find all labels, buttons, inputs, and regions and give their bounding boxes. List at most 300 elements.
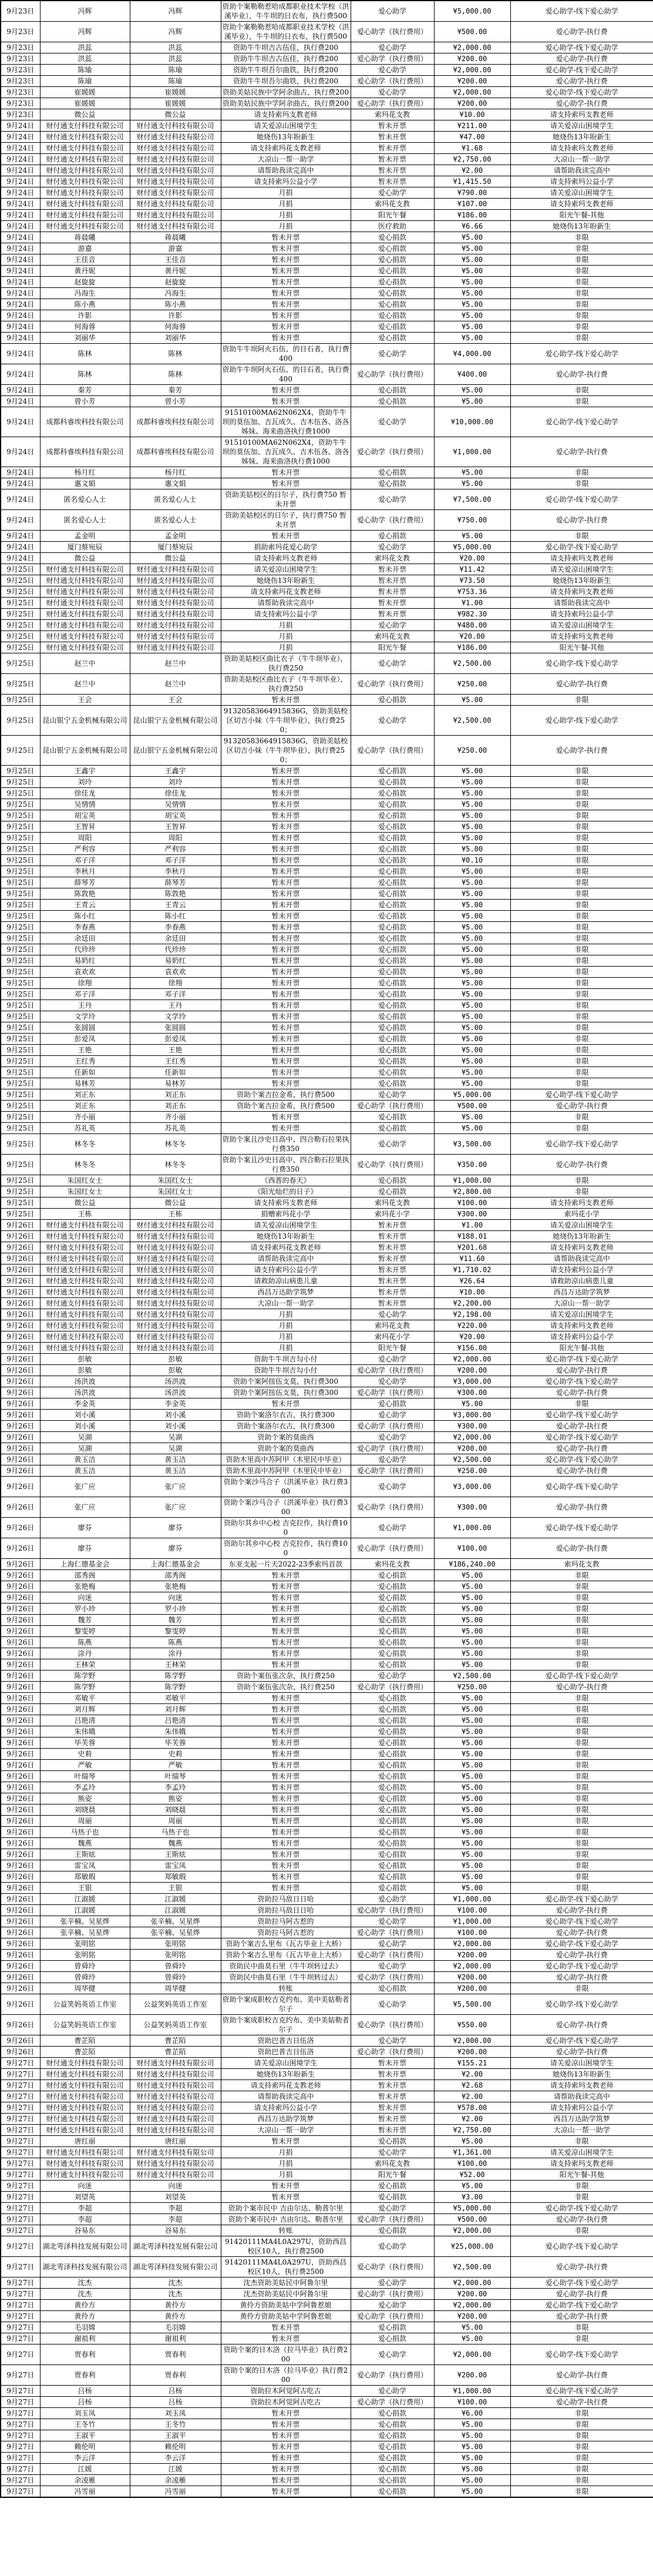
table-row	[1, 1626, 653, 1637]
cell-donor: 孟金明	[40, 531, 130, 542]
cell-amount: ¥107.00	[434, 199, 510, 210]
cell-donor: 赵兰中	[40, 674, 130, 695]
cell-date: 9月25日	[1, 1123, 40, 1134]
cell-usage: 非限	[510, 310, 653, 321]
cell-usage: 非限	[510, 299, 653, 310]
cell-project: 资助尔其乡中心校 吉克拉作，执行费100	[221, 1538, 351, 1559]
cell-category: 暂未开票	[351, 1264, 434, 1276]
cell-usage: 非限	[510, 288, 653, 299]
table-row	[1, 385, 653, 396]
table-row	[1, 1276, 653, 1287]
cell-usage: 爱心助学-线下爱心助学	[510, 2203, 653, 2214]
table-row	[1, 2278, 653, 2289]
table-row	[1, 1175, 653, 1186]
cell-donor: 厦门蔡宛辰	[40, 542, 130, 553]
cell-usage: 爱心助学-线下爱心助学	[510, 42, 653, 53]
cell-donor: 陈小红	[40, 911, 130, 922]
cell-category: 暂未开票	[351, 2069, 434, 2080]
cell-project: 请帮助我读完高中	[221, 2091, 351, 2102]
cell-category: 爱心捐款	[351, 2408, 434, 2419]
cell-payer: 吕艳清	[130, 1715, 221, 1726]
cell-project: 资助牛牛坝阿火石伍、的日石者，执行费400	[221, 364, 351, 385]
cell-date: 9月26日	[1, 1365, 40, 1376]
cell-usage: 请支持索玛支教老师	[510, 143, 653, 154]
cell-usage: 爱心助学-执行费	[510, 1443, 653, 1454]
cell-project: 暂未开票	[221, 989, 351, 1000]
cell-donor: 刘望英	[40, 2192, 130, 2203]
cell-donor: 财付通支付科技有限公司	[40, 1343, 130, 1354]
cell-date: 9月24日	[1, 243, 40, 254]
cell-usage: 爱心助学-线下爱心助学	[510, 653, 653, 674]
cell-category: 爱心助学（执行费用）	[351, 1101, 434, 1112]
cell-category: 暂未开票	[351, 2058, 434, 2069]
table-row	[1, 2386, 653, 2397]
cell-amount: ¥5.00	[434, 2441, 510, 2453]
cell-project: 资助个案成职校吉克约布、美中美姑勒者尔子	[221, 2015, 351, 2035]
cell-donor: 曾舜玲	[40, 1961, 130, 1972]
cell-donor: 邓敏平	[40, 1693, 130, 1704]
cell-usage: 非限	[510, 933, 653, 944]
cell-usage: 非限	[510, 1637, 653, 1648]
table-row	[1, 1134, 653, 1155]
cell-project: 资助美姑民族中学阿余曲古，执行费200	[221, 87, 351, 98]
cell-payer: 袁欢欢	[130, 967, 221, 978]
cell-donor: 黄玉洁	[40, 1454, 130, 1465]
cell-usage: 索玛花小学	[510, 1209, 653, 1220]
cell-date: 9月26日	[1, 1760, 40, 1771]
table-row	[1, 542, 653, 553]
cell-usage: 爱心助学-执行费	[510, 674, 653, 695]
cell-category: 暂未开票	[351, 1242, 434, 1253]
cell-payer: 王斯炫	[130, 1849, 221, 1860]
cell-donor: 财付通支付科技有限公司	[40, 143, 130, 154]
cell-project: 请帮助我读完高中	[221, 165, 351, 176]
cell-usage: 阳光午餐-其他	[510, 642, 653, 653]
cell-project: 暂未开票	[221, 888, 351, 900]
cell-category: 爱心助学	[351, 65, 434, 76]
cell-date: 9月27日	[1, 2181, 40, 2192]
cell-amount: ¥2,000.00	[434, 42, 510, 53]
cell-date: 9月24日	[1, 364, 40, 385]
cell-amount: ¥2.00	[434, 165, 510, 176]
table-row	[1, 2257, 653, 2278]
cell-payer: 李金英	[130, 1398, 221, 1410]
cell-category: 爱心捐款	[351, 2136, 434, 2147]
cell-project: 请支持索玛花支教老师	[221, 143, 351, 154]
table-row	[1, 1354, 653, 1365]
cell-date: 9月26日	[1, 1559, 40, 1570]
cell-date: 9月25日	[1, 1067, 40, 1078]
cell-project: 资助民中曲莫石里（牛牛坝转过去）	[221, 1972, 351, 1983]
cell-usage: 非限	[510, 1804, 653, 1816]
cell-category: 爱心助学	[351, 42, 434, 53]
cell-donor: 财付通支付科技有限公司	[40, 2091, 130, 2102]
cell-category: 爱心捐款	[351, 695, 434, 706]
cell-donor: 吴湖	[40, 1432, 130, 1443]
cell-donor: 王冬竹	[40, 2419, 130, 2430]
cell-payer: 财付通支付科技有限公司	[130, 1231, 221, 1242]
cell-amount: ¥200.00	[434, 2365, 510, 2386]
cell-amount: ¥5.00	[434, 1827, 510, 1838]
cell-date: 9月26日	[1, 1604, 40, 1615]
cell-payer: 王佳音	[130, 254, 221, 266]
cell-payer: 财付通支付科技有限公司	[130, 2147, 221, 2158]
table-row	[1, 877, 653, 888]
cell-category: 爱心助学	[351, 1961, 434, 1972]
cell-donor: 张明铭	[40, 1938, 130, 1950]
cell-payer: 财付通支付科技有限公司	[130, 154, 221, 165]
table-row	[1, 288, 653, 299]
cell-project: 暂未开票	[221, 1604, 351, 1615]
table-row	[1, 900, 653, 911]
table-row	[1, 109, 653, 120]
cell-category: 爱心助学	[351, 542, 434, 553]
cell-date: 9月26日	[1, 1570, 40, 1581]
cell-project: 月捐	[221, 210, 351, 221]
table-row	[1, 176, 653, 187]
cell-category: 爱心助学	[351, 2236, 434, 2257]
table-row	[1, 1287, 653, 1298]
cell-category: 爱心捐款	[351, 1078, 434, 1089]
cell-project: 91320583664915836G，资助美姑校区切吉小妹（牛牛坝毕业），执行费250；	[221, 736, 351, 766]
cell-amount: ¥5.00	[434, 2464, 510, 2475]
cell-usage: 非限	[510, 2464, 653, 2475]
cell-donor: 财付通支付科技有限公司	[40, 165, 130, 176]
cell-donor: 李云洋	[40, 2453, 130, 2464]
cell-date: 9月24日	[1, 199, 40, 210]
table-row	[1, 1089, 653, 1101]
cell-date: 9月25日	[1, 866, 40, 877]
cell-project: 暂未开票	[221, 944, 351, 955]
cell-donor: 周丽	[40, 1816, 130, 1827]
cell-project: 资助美姑校区曲比衣子（牛牛坝毕业），执行费250	[221, 674, 351, 695]
table-row	[1, 2169, 653, 2181]
table-row	[1, 65, 653, 76]
cell-project: 月捐	[221, 620, 351, 631]
cell-donor: 严敏	[40, 1760, 130, 1771]
cell-payer: 惠文娟	[130, 478, 221, 489]
cell-project: 暂未开票	[221, 1615, 351, 1626]
cell-usage: 爱心助学-执行费	[510, 76, 653, 87]
cell-amount: ¥5.00	[434, 1000, 510, 1011]
cell-usage: 请帮助我读完高中	[510, 1253, 653, 1264]
cell-payer: 雷宝凤	[130, 1860, 221, 1871]
cell-usage: 非限	[510, 1983, 653, 1994]
cell-payer: 财付通支付科技有限公司	[130, 2091, 221, 2102]
cell-project: 暂未开票	[221, 911, 351, 922]
cell-usage: 非限	[510, 1398, 653, 1410]
cell-category: 爱心助学	[351, 1, 434, 22]
cell-donor: 张明铭	[40, 1950, 130, 1961]
cell-payer: 汤洪波	[130, 1387, 221, 1398]
cell-project: 暂未开票	[221, 877, 351, 888]
cell-usage: 非限	[510, 1648, 653, 1659]
cell-date: 9月25日	[1, 877, 40, 888]
cell-date: 9月27日	[1, 2158, 40, 2169]
cell-project: 月捐	[221, 1320, 351, 1331]
cell-date: 9月25日	[1, 1089, 40, 1101]
cell-usage: 非限	[510, 2475, 653, 2486]
table-row	[1, 1186, 653, 1198]
cell-project: 暂未开票	[221, 1592, 351, 1604]
cell-category: 爱心捐款	[351, 2322, 434, 2333]
cell-usage: 非限	[510, 1615, 653, 1626]
cell-project: 暂未开票	[221, 1022, 351, 1034]
cell-project: 黄伶方资助美姑中学阿鲁惹娘	[221, 2300, 351, 2311]
cell-payer: 财付通支付科技有限公司	[130, 2114, 221, 2125]
cell-usage: 爱心助学-执行费	[510, 1950, 653, 1961]
cell-date: 9月26日	[1, 1860, 40, 1871]
cell-category: 暂未开票	[351, 143, 434, 154]
cell-amount: ¥5.00	[434, 1067, 510, 1078]
cell-usage: 请关爱凉山困境学生	[510, 1220, 653, 1231]
cell-category: 爱心助学（执行费用）	[351, 1905, 434, 1916]
cell-donor: 财付通支付科技有限公司	[40, 1264, 130, 1276]
table-row	[1, 1972, 653, 1983]
cell-donor: 财付通支付科技有限公司	[40, 2102, 130, 2114]
cell-donor: 惠文娟	[40, 478, 130, 489]
cell-project: 暂未开票	[221, 1112, 351, 1123]
cell-amount: ¥5.00	[434, 321, 510, 333]
table-row	[1, 944, 653, 955]
cell-donor: 张辛楠、吴星烨	[40, 1927, 130, 1938]
cell-donor: 财付通支付科技有限公司	[40, 1309, 130, 1320]
cell-category: 爱心助学	[351, 1518, 434, 1538]
cell-category: 爱心捐款	[351, 478, 434, 489]
table-row	[1, 2311, 653, 2322]
cell-category: 索玛花支教	[351, 2158, 434, 2169]
cell-category: 爱心助学（执行费用）	[351, 2214, 434, 2225]
cell-amount: ¥578.00	[434, 2102, 510, 2114]
table-row	[1, 2322, 653, 2333]
cell-project: 资助牛牛坝吉勾小付	[221, 1354, 351, 1365]
cell-project: 暂未开票	[221, 2453, 351, 2464]
cell-donor: 王鑫宇	[40, 766, 130, 777]
cell-category: 爱心助学	[351, 2278, 434, 2289]
cell-amount: ¥5.00	[434, 243, 510, 254]
cell-category: 爱心助学	[351, 1410, 434, 1421]
cell-usage: 非限	[510, 531, 653, 542]
cell-category: 爱心捐款	[351, 1659, 434, 1671]
cell-project: 资助个案勒勒惹哈成都职业技术学校（洪溪毕业），牛牛坝的日衣布，执行费500	[221, 22, 351, 42]
table-row	[1, 642, 653, 653]
cell-amount: ¥200.00	[434, 53, 510, 65]
cell-usage: 爱心助学-线下爱心助学	[510, 1410, 653, 1421]
cell-amount: ¥0.10	[434, 855, 510, 866]
cell-usage: 爱心助学-线下爱心助学	[510, 489, 653, 510]
cell-amount: ¥5.00	[434, 821, 510, 833]
cell-payer: 张艳梅	[130, 1581, 221, 1592]
cell-usage: 大凉山一帮一助学	[510, 154, 653, 165]
cell-category: 爱心助学（执行费用）	[351, 2289, 434, 2300]
table-row	[1, 1112, 653, 1123]
table-row	[1, 2453, 653, 2464]
cell-donor: 廖芬	[40, 1538, 130, 1559]
table-row	[1, 1604, 653, 1615]
cell-date: 9月25日	[1, 922, 40, 933]
cell-donor: 许影	[40, 310, 130, 321]
cell-payer: 刘正东	[130, 1101, 221, 1112]
cell-donor: 陈瑜	[40, 65, 130, 76]
cell-payer: 邓子洋	[130, 989, 221, 1000]
cell-payer: 财付通支付科技有限公司	[130, 1242, 221, 1253]
cell-usage: 爱心助学-执行费	[510, 1682, 653, 1693]
cell-amount: ¥5.00	[434, 877, 510, 888]
cell-usage: 请帮助我读完高中	[510, 165, 653, 176]
cell-donor: 陈学野	[40, 1682, 130, 1693]
table-row	[1, 1871, 653, 1883]
cell-usage: 非限	[510, 1793, 653, 1804]
cell-amount: ¥5.00	[434, 1581, 510, 1592]
cell-date: 9月25日	[1, 989, 40, 1000]
cell-donor: 财付通支付科技有限公司	[40, 1287, 130, 1298]
cell-payer: 薛琴芳	[130, 877, 221, 888]
cell-donor: 任新如	[40, 1067, 130, 1078]
cell-date: 9月26日	[1, 1927, 40, 1938]
cell-date: 9月26日	[1, 1626, 40, 1637]
cell-category: 爱心助学	[351, 1376, 434, 1387]
cell-payer: 魏燕	[130, 1838, 221, 1849]
table-row	[1, 2475, 653, 2486]
cell-donor: 赖伦明	[40, 2441, 130, 2453]
cell-amount: ¥5.00	[434, 1816, 510, 1827]
cell-donor: 毕芙蓉	[40, 1738, 130, 1749]
cell-amount: ¥100.00	[434, 2397, 510, 2408]
table-row	[1, 407, 653, 437]
cell-usage: 非限	[510, 766, 653, 777]
cell-category: 爱心助学（执行费用）	[351, 2257, 434, 2278]
table-row	[1, 777, 653, 788]
cell-project: 请帮助我读完高中	[221, 598, 351, 609]
cell-donor: 刘晓晨	[40, 1804, 130, 1816]
cell-amount: ¥5.00	[434, 989, 510, 1000]
table-row	[1, 788, 653, 799]
cell-usage: 非限	[510, 1000, 653, 1011]
table-row	[1, 1309, 653, 1320]
cell-donor: 财付通支付科技有限公司	[40, 2080, 130, 2091]
cell-donor: 成都科睿埃科技有限公司	[40, 437, 130, 467]
cell-project: 月捐	[221, 2158, 351, 2169]
cell-category: 爱心捐款	[351, 821, 434, 833]
cell-project: 转账	[221, 1983, 351, 1994]
table-row	[1, 310, 653, 321]
cell-usage: 爱心助学-执行费	[510, 53, 653, 65]
cell-donor: 张艳梅	[40, 1581, 130, 1592]
cell-amount: ¥5.00	[434, 2430, 510, 2441]
cell-project: 资助个案阿扭伍支莫，执行费300	[221, 1376, 351, 1387]
cell-amount: ¥5.00	[434, 1738, 510, 1749]
cell-amount: ¥5.00	[434, 944, 510, 955]
table-row	[1, 1860, 653, 1871]
cell-usage: 爱心助学-执行费	[510, 2047, 653, 2058]
cell-payer: 刘小溪	[130, 1410, 221, 1421]
cell-amount: ¥5.00	[434, 254, 510, 266]
cell-donor: 黎雯婷	[40, 1626, 130, 1637]
cell-amount: ¥5.00	[434, 777, 510, 788]
cell-date: 9月25日	[1, 799, 40, 810]
table-row	[1, 866, 653, 877]
cell-donor: 谢祖利	[40, 2333, 130, 2344]
cell-project: 暂未开票	[221, 1398, 351, 1410]
cell-donor: 王栋	[40, 1209, 130, 1220]
cell-project: 暂未开票	[221, 2192, 351, 2203]
cell-usage: 非限	[510, 1838, 653, 1849]
cell-date: 9月25日	[1, 844, 40, 855]
cell-project: 91510100MA62N062X4，资助牛牛坝的莫伍加、吉瓦成久、吉木伍各、洛各姊妹、海来曲洛执行费1000	[221, 407, 351, 437]
cell-project: 捐赠索玛花小学	[221, 1209, 351, 1220]
cell-date: 9月26日	[1, 1871, 40, 1883]
cell-donor: 李秋月	[40, 866, 130, 877]
cell-date: 9月26日	[1, 1387, 40, 1398]
cell-project: 月捐	[221, 1331, 351, 1343]
cell-date: 9月27日	[1, 2311, 40, 2322]
table-row	[1, 1804, 653, 1816]
cell-amount: ¥5,000.00	[434, 1089, 510, 1101]
cell-project: 她烧伤13年盼新生	[221, 2069, 351, 2080]
cell-category: 暂未开票	[351, 154, 434, 165]
cell-amount: ¥2,000.00	[434, 2278, 510, 2289]
cell-project: 暂未开票	[221, 467, 351, 478]
cell-category: 爱心捐款	[351, 2486, 434, 2498]
cell-donor: 彭爱凤	[40, 1034, 130, 1045]
cell-category: 索玛花支教	[351, 109, 434, 120]
cell-category: 爱心助学	[351, 1477, 434, 1497]
cell-project: 她烧伤13年盼新生	[221, 1231, 351, 1242]
cell-date: 9月27日	[1, 2114, 40, 2125]
cell-amount: ¥2,000.00	[434, 65, 510, 76]
cell-donor: 财付通支付科技有限公司	[40, 1276, 130, 1287]
cell-category: 爱心捐款	[351, 1693, 434, 1704]
table-row	[1, 2035, 653, 2047]
cell-payer: 赵兰中	[130, 653, 221, 674]
cell-date: 9月27日	[1, 2386, 40, 2397]
cell-donor: 曾小芳	[40, 396, 130, 407]
cell-project: 资助个案勒勒惹哈成都职业技术学校（洪溪毕业），牛牛坝的日衣布，执行费500	[221, 1, 351, 22]
cell-project: 暂未开票	[221, 321, 351, 333]
table-row	[1, 221, 653, 232]
cell-project: 暂未开票	[221, 385, 351, 396]
cell-payer: 微公益	[130, 109, 221, 120]
cell-payer: 财付通支付科技有限公司	[130, 1220, 221, 1231]
cell-category: 爱心助学	[351, 653, 434, 674]
cell-project: 捐助索玛花爱心助学	[221, 542, 351, 553]
cell-project: 沈杰资助美姑民中阿鲁尔里	[221, 2278, 351, 2289]
table-row	[1, 631, 653, 642]
table-row	[1, 1726, 653, 1738]
cell-date: 9月27日	[1, 2080, 40, 2091]
cell-amount: ¥5.00	[434, 277, 510, 288]
cell-donor: 毛羽嫦	[40, 2322, 130, 2333]
table-row	[1, 1693, 653, 1704]
cell-project: 暂未开票	[221, 821, 351, 833]
cell-date: 9月24日	[1, 232, 40, 243]
cell-payer: 黄玉洁	[130, 1465, 221, 1477]
cell-amount: ¥2,500.00	[434, 706, 510, 736]
table-row	[1, 2181, 653, 2192]
cell-usage: 爱心助学-执行费	[510, 1497, 653, 1518]
cell-amount: ¥5.00	[434, 1022, 510, 1034]
cell-amount: ¥250.00	[434, 1682, 510, 1693]
cell-project: 91510100MA62N062X4，资助牛牛坝的莫伍加、吉瓦成久、吉木伍各、洛各姊妹、海来曲洛执行费1000	[221, 437, 351, 467]
cell-category: 爱心助学	[351, 2203, 434, 2214]
table-row	[1, 1518, 653, 1538]
cell-date: 9月25日	[1, 900, 40, 911]
cell-usage: 请支持索玛支教老师	[510, 2158, 653, 2169]
cell-project: 资助个案的日木洛（拉马毕业）执行费200	[221, 2344, 351, 2365]
cell-date: 9月23日	[1, 98, 40, 109]
cell-amount: ¥5.00	[434, 900, 510, 911]
table-body	[1, 1, 653, 2497]
